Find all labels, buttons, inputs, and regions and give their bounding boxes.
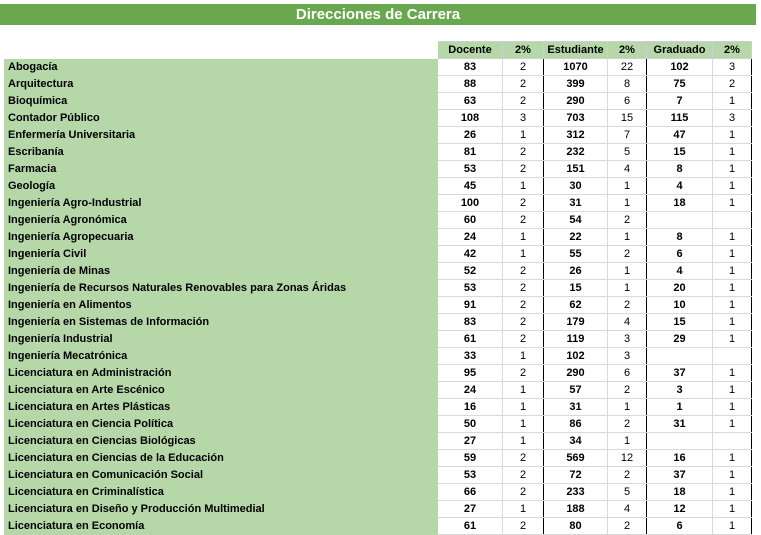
- career-name-cell[interactable]: Escribanía: [5, 144, 438, 161]
- docente-cell[interactable]: 26: [438, 127, 503, 144]
- career-name-cell[interactable]: Arquitectura: [5, 76, 438, 93]
- docente-cell[interactable]: 88: [438, 76, 503, 93]
- docente-pct-cell[interactable]: 2: [503, 212, 544, 229]
- docente-pct-cell[interactable]: 2: [503, 331, 544, 348]
- docente-pct-cell[interactable]: 1: [503, 416, 544, 433]
- graduado-cell[interactable]: 4: [647, 263, 713, 280]
- estudiante-cell[interactable]: 86: [544, 416, 608, 433]
- estudiante-pct-cell[interactable]: 12: [608, 450, 647, 467]
- table-row: [5, 382, 752, 399]
- graduado-cell[interactable]: 29: [647, 331, 713, 348]
- docente-pct-cell[interactable]: 2: [503, 518, 544, 535]
- header-graduado[interactable]: Graduado: [647, 42, 713, 59]
- table-row: [5, 433, 752, 450]
- career-name-cell[interactable]: Ingeniería Industrial: [5, 331, 438, 348]
- graduado-pct-cell[interactable]: 1: [713, 501, 752, 518]
- docente-cell[interactable]: 45: [438, 178, 503, 195]
- graduado-cell[interactable]: 3: [647, 382, 713, 399]
- career-name-cell[interactable]: Ingeniería Agropecuaria: [5, 229, 438, 246]
- graduado-cell[interactable]: [647, 212, 713, 229]
- docente-cell[interactable]: 60: [438, 212, 503, 229]
- estudiante-cell[interactable]: 34: [544, 433, 608, 450]
- table-row: [5, 76, 752, 93]
- docente-cell[interactable]: 27: [438, 501, 503, 518]
- career-name-cell[interactable]: Licenciatura en Arte Escénico: [5, 382, 438, 399]
- table-row: [5, 467, 752, 484]
- graduado-cell[interactable]: 37: [647, 365, 713, 382]
- docente-cell[interactable]: 52: [438, 263, 503, 280]
- docente-cell[interactable]: 66: [438, 484, 503, 501]
- graduado-pct-cell[interactable]: 1: [713, 484, 752, 501]
- docente-cell[interactable]: 61: [438, 518, 503, 535]
- estudiante-pct-cell[interactable]: 6: [608, 365, 647, 382]
- graduado-cell[interactable]: 8: [647, 161, 713, 178]
- graduado-pct-cell[interactable]: 1: [713, 144, 752, 161]
- career-name-cell[interactable]: Ingeniería de Recursos Naturales Renovables para Zonas Áridas: [5, 280, 438, 297]
- graduado-pct-cell[interactable]: 1: [713, 280, 752, 297]
- table-row: [5, 280, 752, 297]
- estudiante-pct-cell[interactable]: 7: [608, 127, 647, 144]
- graduado-pct-cell[interactable]: 1: [713, 416, 752, 433]
- career-name-cell[interactable]: Ingeniería en Alimentos: [5, 297, 438, 314]
- table-row: [5, 297, 752, 314]
- docente-pct-cell[interactable]: 1: [503, 229, 544, 246]
- graduado-pct-cell[interactable]: 1: [713, 331, 752, 348]
- docente-cell[interactable]: 100: [438, 195, 503, 212]
- career-name-cell[interactable]: Licenciatura en Diseño y Producción Multimedial: [5, 501, 438, 518]
- career-name-cell[interactable]: Enfermería Universitaria: [5, 127, 438, 144]
- estudiante-pct-cell[interactable]: 3: [608, 348, 647, 365]
- docente-pct-cell[interactable]: 1: [503, 501, 544, 518]
- table-row: [5, 59, 752, 76]
- estudiante-cell[interactable]: 15: [544, 280, 608, 297]
- career-name-cell[interactable]: Ingeniería Civil: [5, 246, 438, 263]
- career-name-cell[interactable]: Licenciatura en Criminalística: [5, 484, 438, 501]
- docente-cell[interactable]: 91: [438, 297, 503, 314]
- docente-cell[interactable]: 108: [438, 110, 503, 127]
- docente-cell[interactable]: 53: [438, 161, 503, 178]
- table-body: [5, 59, 752, 535]
- docente-cell[interactable]: 24: [438, 229, 503, 246]
- career-name-cell[interactable]: Geología: [5, 178, 438, 195]
- career-name-cell[interactable]: Ingeniería Agro-Industrial: [5, 195, 438, 212]
- table-row: [5, 110, 752, 127]
- graduado-pct-cell[interactable]: 1: [713, 365, 752, 382]
- career-name-cell[interactable]: Contador Público: [5, 110, 438, 127]
- estudiante-cell[interactable]: 232: [544, 144, 608, 161]
- table-row: [5, 161, 752, 178]
- graduado-cell[interactable]: 1: [647, 399, 713, 416]
- career-name-cell[interactable]: Abogacía: [5, 59, 438, 76]
- docente-pct-cell[interactable]: 2: [503, 467, 544, 484]
- estudiante-cell[interactable]: 179: [544, 314, 608, 331]
- graduado-cell[interactable]: 4: [647, 178, 713, 195]
- estudiante-cell[interactable]: 72: [544, 467, 608, 484]
- estudiante-pct-cell[interactable]: 2: [608, 416, 647, 433]
- estudiante-pct-cell[interactable]: 6: [608, 93, 647, 110]
- graduado-pct-cell[interactable]: [713, 212, 752, 229]
- docente-pct-cell[interactable]: 2: [503, 195, 544, 212]
- docente-pct-cell[interactable]: 2: [503, 297, 544, 314]
- graduado-pct-cell[interactable]: 1: [713, 127, 752, 144]
- career-name-cell[interactable]: Ingeniería Mecatrónica: [5, 348, 438, 365]
- graduado-pct-cell[interactable]: 1: [713, 450, 752, 467]
- estudiante-cell[interactable]: 188: [544, 501, 608, 518]
- docente-cell[interactable]: 42: [438, 246, 503, 263]
- career-name-cell[interactable]: Licenciatura en Ciencias de la Educación: [5, 450, 438, 467]
- estudiante-pct-cell[interactable]: 22: [608, 59, 647, 76]
- estudiante-pct-cell[interactable]: 15: [608, 110, 647, 127]
- graduado-pct-cell[interactable]: 1: [713, 246, 752, 263]
- estudiante-pct-cell[interactable]: 1: [608, 195, 647, 212]
- estudiante-cell[interactable]: 57: [544, 382, 608, 399]
- docente-pct-cell[interactable]: 2: [503, 59, 544, 76]
- docente-cell[interactable]: 16: [438, 399, 503, 416]
- estudiante-cell[interactable]: 31: [544, 195, 608, 212]
- table-row: [5, 365, 752, 382]
- table-row: [5, 416, 752, 433]
- header-estudiante[interactable]: Estudiante: [544, 42, 608, 59]
- header-graduado-pct[interactable]: 2%: [713, 42, 752, 59]
- estudiante-pct-cell[interactable]: 5: [608, 144, 647, 161]
- graduado-pct-cell[interactable]: 1: [713, 161, 752, 178]
- graduado-cell[interactable]: [647, 348, 713, 365]
- estudiante-pct-cell[interactable]: 1: [608, 399, 647, 416]
- docente-pct-cell[interactable]: 1: [503, 246, 544, 263]
- estudiante-pct-cell[interactable]: 4: [608, 501, 647, 518]
- table-row: [5, 246, 752, 263]
- estudiante-cell[interactable]: 151: [544, 161, 608, 178]
- table-row: [5, 93, 752, 110]
- estudiante-cell[interactable]: 399: [544, 76, 608, 93]
- docente-pct-cell[interactable]: 1: [503, 178, 544, 195]
- career-name-cell[interactable]: Farmacia: [5, 161, 438, 178]
- estudiante-cell[interactable]: 54: [544, 212, 608, 229]
- graduado-cell[interactable]: 8: [647, 229, 713, 246]
- docente-pct-cell[interactable]: 2: [503, 450, 544, 467]
- graduado-pct-cell[interactable]: 1: [713, 297, 752, 314]
- table-row: [5, 178, 752, 195]
- graduado-pct-cell[interactable]: 3: [713, 110, 752, 127]
- graduado-cell[interactable]: 6: [647, 518, 713, 535]
- docente-cell[interactable]: 83: [438, 314, 503, 331]
- estudiante-pct-cell[interactable]: 1: [608, 433, 647, 450]
- docente-pct-cell[interactable]: 2: [503, 93, 544, 110]
- graduado-cell[interactable]: 102: [647, 59, 713, 76]
- header-docente[interactable]: Docente: [438, 42, 503, 59]
- estudiante-pct-cell[interactable]: 2: [608, 212, 647, 229]
- career-name-cell[interactable]: Licenciatura en Economía: [5, 518, 438, 535]
- graduado-pct-cell[interactable]: 1: [713, 178, 752, 195]
- estudiante-cell[interactable]: 312: [544, 127, 608, 144]
- graduado-pct-cell[interactable]: [713, 348, 752, 365]
- estudiante-pct-cell[interactable]: 1: [608, 229, 647, 246]
- docente-cell[interactable]: 27: [438, 433, 503, 450]
- career-name-cell[interactable]: Ingeniería de Minas: [5, 263, 438, 280]
- graduado-pct-cell[interactable]: 1: [713, 195, 752, 212]
- docente-cell[interactable]: 81: [438, 144, 503, 161]
- estudiante-cell[interactable]: 290: [544, 93, 608, 110]
- estudiante-pct-cell[interactable]: 8: [608, 76, 647, 93]
- graduado-cell[interactable]: 75: [647, 76, 713, 93]
- graduado-pct-cell[interactable]: 1: [713, 229, 752, 246]
- graduado-cell[interactable]: 6: [647, 246, 713, 263]
- table-row: [5, 195, 752, 212]
- estudiante-pct-cell[interactable]: 2: [608, 246, 647, 263]
- sheet-title[interactable]: Direcciones de Carrera: [0, 4, 756, 25]
- docente-cell[interactable]: 59: [438, 450, 503, 467]
- careers-table: [4, 41, 752, 535]
- graduado-pct-cell[interactable]: 1: [713, 263, 752, 280]
- career-name-cell[interactable]: Ingeniería en Sistemas de Información: [5, 314, 438, 331]
- graduado-pct-cell[interactable]: 1: [713, 467, 752, 484]
- estudiante-cell[interactable]: 62: [544, 297, 608, 314]
- table-row: [5, 331, 752, 348]
- career-name-cell[interactable]: Licenciatura en Ciencia Política: [5, 416, 438, 433]
- header-docente-pct[interactable]: 2%: [503, 42, 544, 59]
- estudiante-pct-cell[interactable]: 2: [608, 467, 647, 484]
- estudiante-cell[interactable]: 26: [544, 263, 608, 280]
- docente-pct-cell[interactable]: 2: [503, 280, 544, 297]
- header-estudiante-pct[interactable]: 2%: [608, 42, 647, 59]
- header-row: [5, 42, 752, 59]
- estudiante-cell[interactable]: 119: [544, 331, 608, 348]
- docente-pct-cell[interactable]: 1: [503, 348, 544, 365]
- career-name-cell[interactable]: Licenciatura en Ciencias Biológicas: [5, 433, 438, 450]
- estudiante-pct-cell[interactable]: 3: [608, 331, 647, 348]
- docente-pct-cell[interactable]: 2: [503, 365, 544, 382]
- docente-cell[interactable]: 50: [438, 416, 503, 433]
- estudiante-cell[interactable]: 102: [544, 348, 608, 365]
- docente-cell[interactable]: 83: [438, 59, 503, 76]
- graduado-cell[interactable]: 20: [647, 280, 713, 297]
- graduado-cell[interactable]: 47: [647, 127, 713, 144]
- graduado-cell[interactable]: 37: [647, 467, 713, 484]
- estudiante-cell[interactable]: 30: [544, 178, 608, 195]
- graduado-pct-cell[interactable]: 1: [713, 518, 752, 535]
- docente-cell[interactable]: 95: [438, 365, 503, 382]
- docente-cell[interactable]: 53: [438, 280, 503, 297]
- graduado-cell[interactable]: [647, 433, 713, 450]
- docente-pct-cell[interactable]: 2: [503, 161, 544, 178]
- career-name-cell[interactable]: Bioquímica: [5, 93, 438, 110]
- table-row: [5, 127, 752, 144]
- table-row: [5, 399, 752, 416]
- graduado-cell[interactable]: 15: [647, 144, 713, 161]
- estudiante-pct-cell[interactable]: 1: [608, 263, 647, 280]
- estudiante-cell[interactable]: 233: [544, 484, 608, 501]
- graduado-pct-cell[interactable]: 3: [713, 59, 752, 76]
- docente-pct-cell[interactable]: 2: [503, 263, 544, 280]
- graduado-pct-cell[interactable]: [713, 433, 752, 450]
- estudiante-pct-cell[interactable]: 1: [608, 178, 647, 195]
- career-name-cell[interactable]: Licenciatura en Artes Plásticas: [5, 399, 438, 416]
- table-row: [5, 314, 752, 331]
- table-row: [5, 518, 752, 535]
- graduado-cell[interactable]: 115: [647, 110, 713, 127]
- estudiante-pct-cell[interactable]: 5: [608, 484, 647, 501]
- estudiante-cell[interactable]: 290: [544, 365, 608, 382]
- table-row: [5, 450, 752, 467]
- estudiante-cell[interactable]: 55: [544, 246, 608, 263]
- docente-cell[interactable]: 61: [438, 331, 503, 348]
- estudiante-cell[interactable]: 80: [544, 518, 608, 535]
- table-row: [5, 229, 752, 246]
- estudiante-pct-cell[interactable]: 4: [608, 161, 647, 178]
- estudiante-pct-cell[interactable]: 1: [608, 280, 647, 297]
- graduado-cell[interactable]: 7: [647, 93, 713, 110]
- header-blank-cell[interactable]: [5, 42, 438, 59]
- estudiante-pct-cell[interactable]: 2: [608, 518, 647, 535]
- table-row: [5, 348, 752, 365]
- graduado-pct-cell[interactable]: 1: [713, 399, 752, 416]
- estudiante-cell[interactable]: 569: [544, 450, 608, 467]
- docente-cell[interactable]: 24: [438, 382, 503, 399]
- graduado-cell[interactable]: 16: [647, 450, 713, 467]
- docente-pct-cell[interactable]: 1: [503, 127, 544, 144]
- docente-cell[interactable]: 63: [438, 93, 503, 110]
- estudiante-pct-cell[interactable]: 2: [608, 382, 647, 399]
- docente-cell[interactable]: 33: [438, 348, 503, 365]
- estudiante-pct-cell[interactable]: 4: [608, 314, 647, 331]
- graduado-pct-cell[interactable]: 1: [713, 382, 752, 399]
- graduado-cell[interactable]: 15: [647, 314, 713, 331]
- estudiante-cell[interactable]: 703: [544, 110, 608, 127]
- graduado-pct-cell[interactable]: 2: [713, 76, 752, 93]
- table-row: [5, 144, 752, 161]
- table-row: [5, 263, 752, 280]
- graduado-cell[interactable]: 18: [647, 484, 713, 501]
- table-row: [5, 484, 752, 501]
- estudiante-cell[interactable]: 31: [544, 399, 608, 416]
- graduado-pct-cell[interactable]: 1: [713, 314, 752, 331]
- career-name-cell[interactable]: Ingeniería Agronómica: [5, 212, 438, 229]
- docente-pct-cell[interactable]: 2: [503, 314, 544, 331]
- docente-pct-cell[interactable]: 1: [503, 399, 544, 416]
- graduado-cell[interactable]: 10: [647, 297, 713, 314]
- docente-cell[interactable]: 53: [438, 467, 503, 484]
- docente-pct-cell[interactable]: 1: [503, 382, 544, 399]
- docente-pct-cell[interactable]: 2: [503, 144, 544, 161]
- graduado-cell[interactable]: 18: [647, 195, 713, 212]
- docente-pct-cell[interactable]: 3: [503, 110, 544, 127]
- table-row: [5, 212, 752, 229]
- graduado-cell[interactable]: 31: [647, 416, 713, 433]
- graduado-cell[interactable]: 12: [647, 501, 713, 518]
- estudiante-cell[interactable]: 22: [544, 229, 608, 246]
- docente-pct-cell[interactable]: 1: [503, 433, 544, 450]
- docente-pct-cell[interactable]: 2: [503, 76, 544, 93]
- docente-pct-cell[interactable]: 2: [503, 484, 544, 501]
- graduado-pct-cell[interactable]: 1: [713, 93, 752, 110]
- career-name-cell[interactable]: Licenciatura en Comunicación Social: [5, 467, 438, 484]
- estudiante-cell[interactable]: 1070: [544, 59, 608, 76]
- estudiante-pct-cell[interactable]: 2: [608, 297, 647, 314]
- career-name-cell[interactable]: Licenciatura en Administración: [5, 365, 438, 382]
- table-row: [5, 501, 752, 518]
